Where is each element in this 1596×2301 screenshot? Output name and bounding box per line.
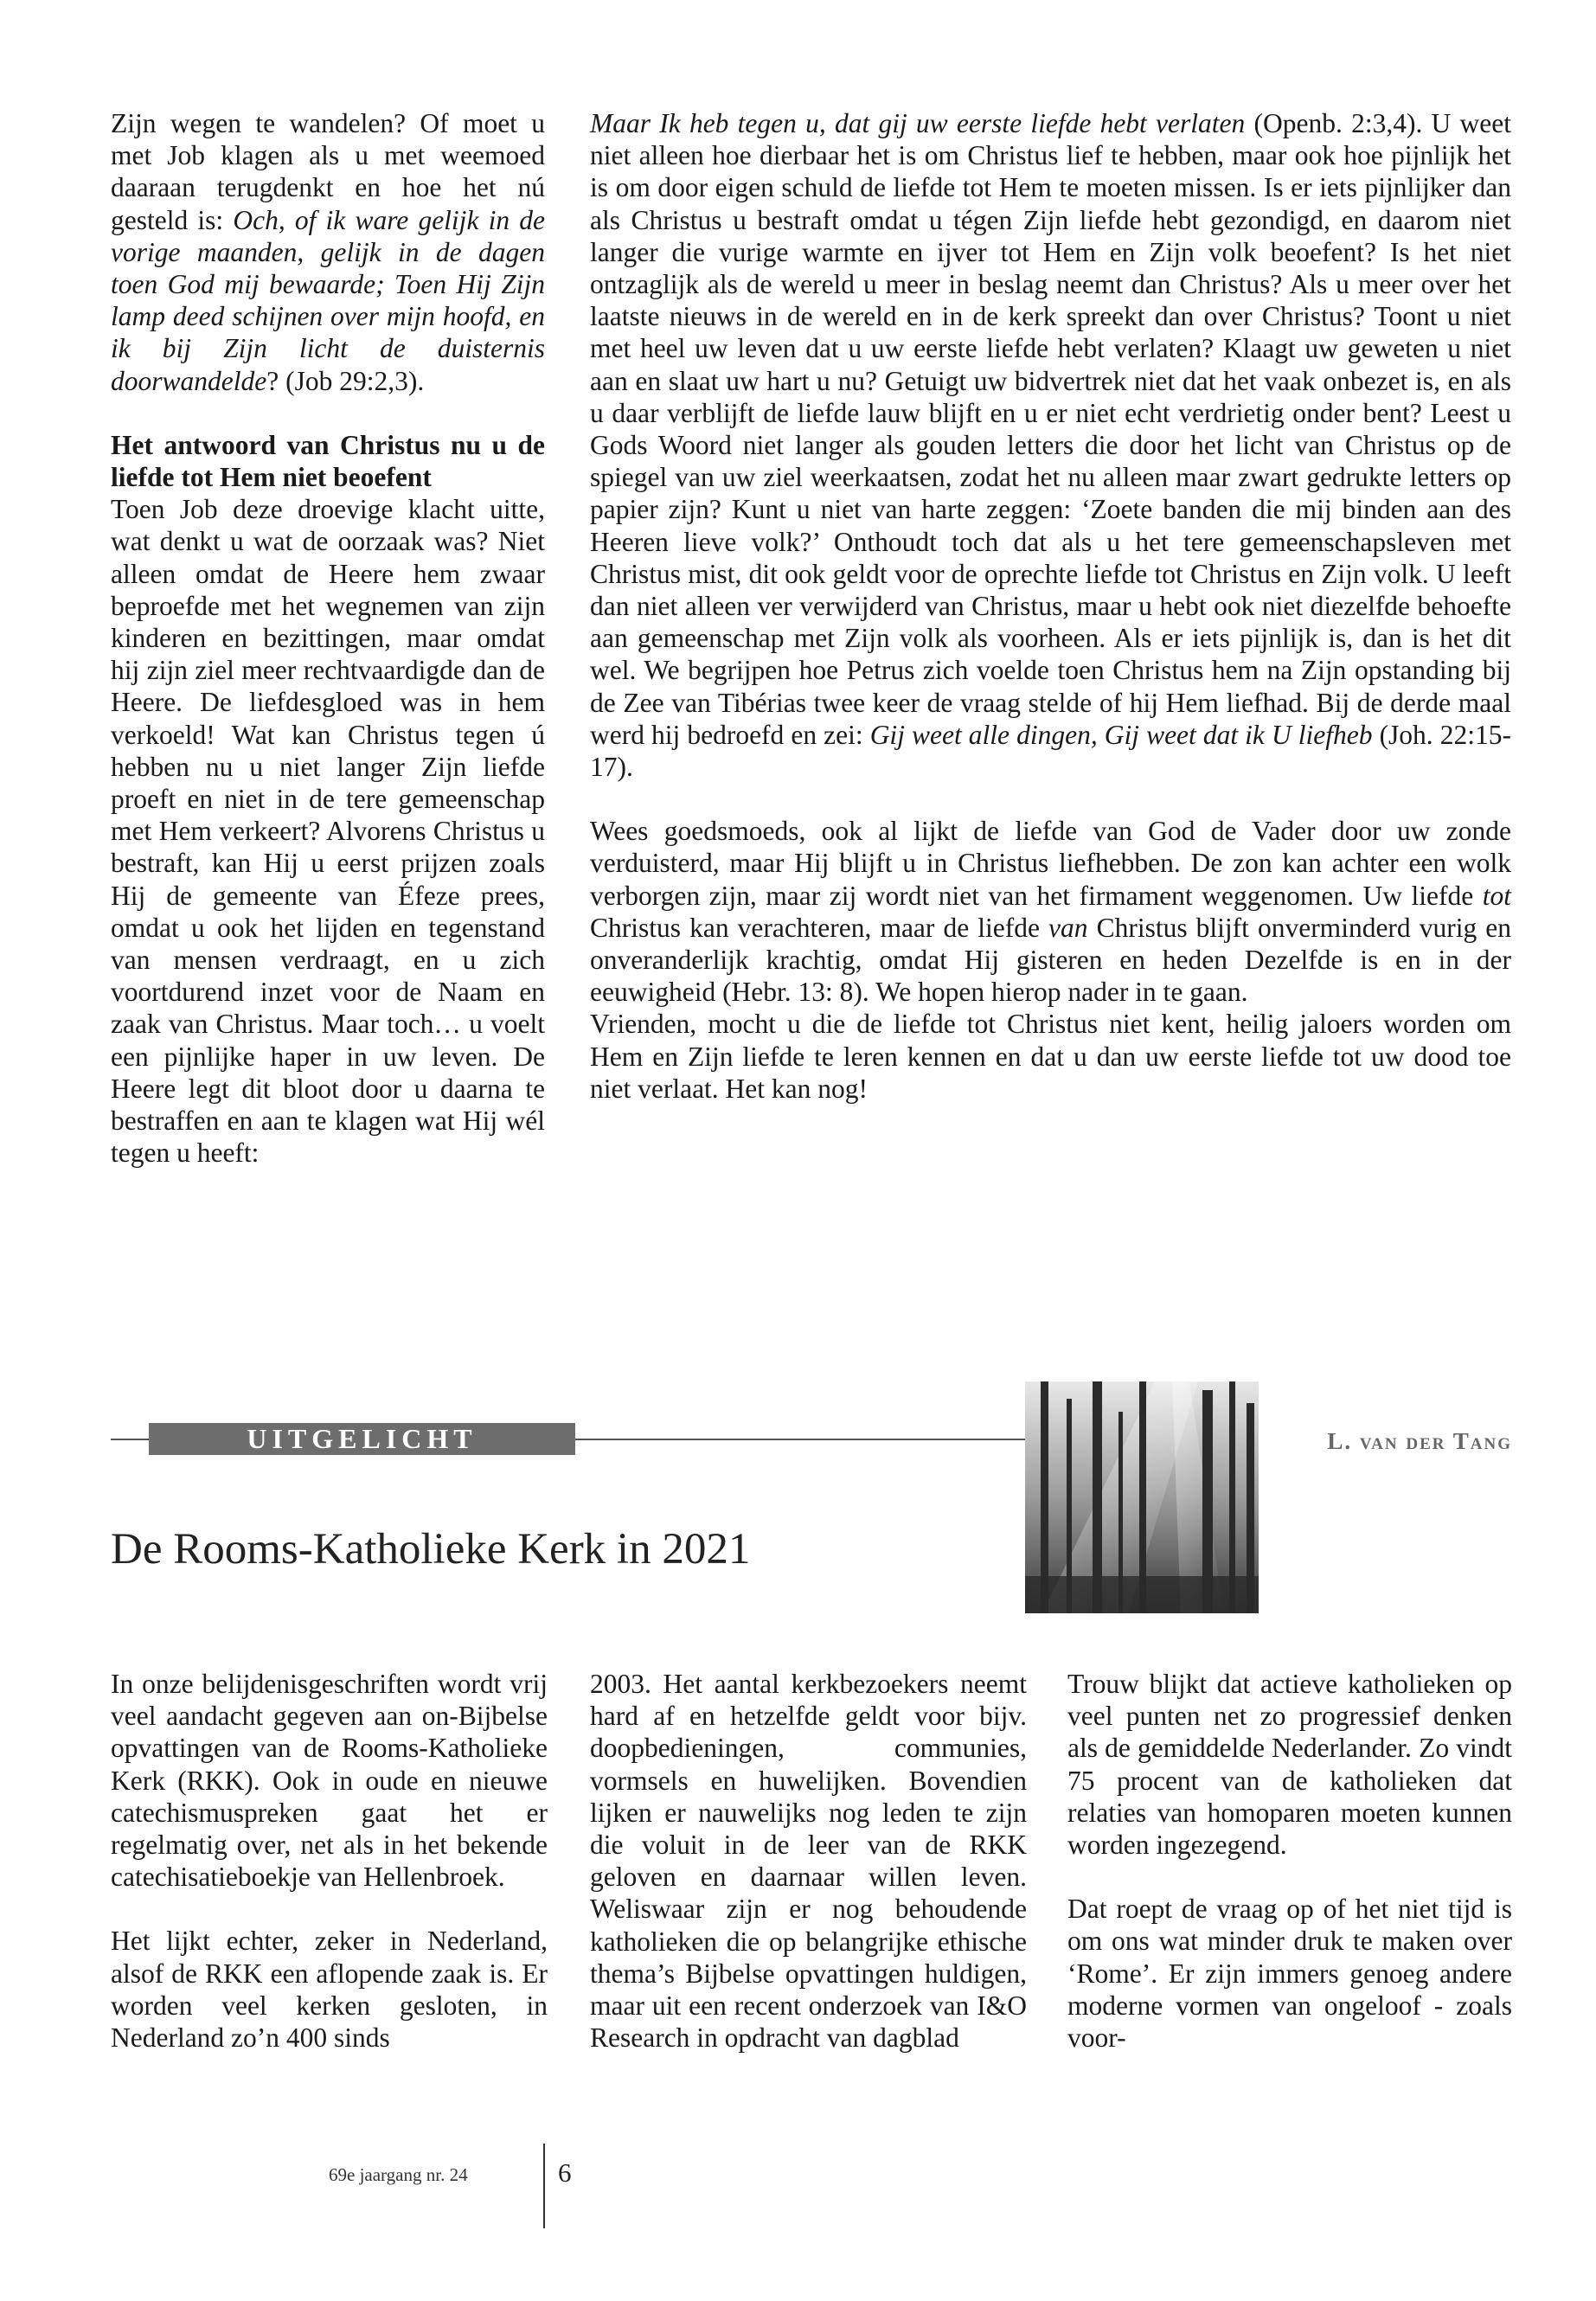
article-col1-paragraph-2: Het lijkt echter, zeker in Nederland, alsof de RKK een aflopende zaak is. Er worden veel kerken gesloten, in Nederland zo’n 400 sinds bbox=[111, 1926, 548, 2054]
issue-info: 69e jaargang nr. 24 bbox=[329, 2164, 468, 2185]
right-paragraph-3: Vrienden, mocht u die de liefde tot Christus niet kent, heilig jaloers worden om Hem en Zijn liefde te leren kennen en dat u dan uw eerste liefde tot uw dood toe niet verlaat. Het kan nog! bbox=[590, 1009, 1511, 1104]
article-col3-paragraph-2: Dat roept de vraag op of het niet tijd is om ons wat minder druk te maken over ‘Rome’. Er zijn immers genoeg andere moderne vormen van ongeloof - zoals voor- bbox=[1067, 1894, 1512, 2054]
left-column bbox=[111, 107, 545, 1170]
article-col3-paragraph-1: Trouw blijkt dat actieve katholieken op veel punten net zo progressief denken als de gemiddelde Nederlander. Zo vindt 75 procent van de katholieken dat relaties van homoparen moeten kunnen worden ingezegend. bbox=[1067, 1669, 1512, 1861]
section-heading: Het antwoord van Christus nu u de liefde tot Hem niet beoefent bbox=[111, 429, 545, 493]
left-paragraph-1: Zijn wegen te wandelen? Of moet u met Job klagen als u met weemoed daaraan terugdenkt en hoe het nú gesteld is: Och, of ik ware gelijk in de vorige maanden, gelijk in de dagen toen God mij bewaarde; Toen Hij Zijn lamp deed schijnen over mijn hoofd, en ik bij Zijn licht de duisternis doorwandelde? (Job 29:2,3). bbox=[111, 108, 545, 396]
footer-divider bbox=[543, 2144, 545, 2228]
right-paragraph-1: Maar Ik heb tegen u, dat gij uw eerste liefde hebt verlaten (Openb. 2:3,4). U weet niet alleen hoe dierbaar het is om Christus lief te hebben, maar ook hoe pijnlijk het is om door eigen schuld de liefde tot Hem te moeten missen. Is er iets pijnlijker dan als Christus u bestraft omdat u tégen Zijn liefde hebt gezondigd, en daarom niet langer die vurige warmte en ijver tot Hem en Zijn volk beoefent? Is het niet ontzaglijk als de wereld u meer in beslag neemt dan Christus? Als u meer over het laatste nieuws in de wereld en in de kerk spreekt dan over Christus? Toont u niet met heel uw leven dat u uw eerste liefde hebt verlaten? Klaagt uw geweten u niet aan en slaat uw hart u nu? Getuigt uw bidvertrek niet dat het vaak onbezet is, en als u daar verblijft de liefde lauw blijft en u er niet echt verdrietig onder bent? Leest u Gods Woord niet langer als gouden letters die door het licht van Christus op de spiegel van uw ziel weerkaatsen, zodat het nu alleen maar zwart gedrukte letters op papier zijn? Kunt u niet van harte zeggen: ‘Zoete banden die mij binden aan des Heeren lieve volk?’ Onthoudt toch dat als u het tere gemeenschapsleven met Christus mist, dit ook geldt voor de oprechte liefde tot Christus en Zijn volk. U leeft dan niet alleen ver verwijderd van Christus, maar u hebt ook niet diezelfde behoefte aan gemeenschap met Zijn volk als voorheen. Als er iets pijnlijk is, dan is het dit wel. We begrijpen hoe Petrus zich voelde toen Christus hem na Zijn opstanding bij de Zee van Tibérias twee keer de vraag stelde of hij Hem liefhad. Bij de derde maal werd hij bedroefd en zei: Gij weet alle dingen, Gij weet dat ik U liefheb (Joh. 22:15-17). bbox=[590, 108, 1511, 783]
right-column bbox=[590, 107, 1511, 1105]
author-block bbox=[1259, 1423, 1512, 1455]
page-number: 6 bbox=[558, 2157, 572, 2188]
article-col2-paragraph-1: 2003. Het aantal kerkbezoekers neemt hard af en hetzelfde geldt voor bijv. doopbedieningen, communies, vormsels en huwelijken. Bovendien lijken er nauwelijks nog leden te zijn die voluit in de leer van de RKK geloven en daarnaar willen leven. Weliswaar zijn er nog behoudende katholieken die op belangrijke ethische thema’s Bijbelse opvattingen huldigen, maar uit een recent onderzoek van I&O Research in opdracht van dagblad bbox=[590, 1669, 1027, 2054]
right-paragraph-2: Wees goedsmoeds, ook al lijkt de liefde van God de Vader door uw zonde verduisterd, maar Hij blijft u in Christus liefhebben. De zon kan achter een wolk verborgen zijn, maar zij wordt niet van het firmament weggenomen. Uw liefde tot Christus kan verachteren, maar de liefde van Christus blijft onverminderd vurig en onveranderlijk krachtig, omdat Hij gisteren en heden Dezelfde is en in der eeuwigheid (Hebr. 13: 8). We hopen hierop nader in te gaan. bbox=[590, 816, 1512, 1008]
article-col1-paragraph-1: In onze belijdenisgeschriften wordt vrij veel aandacht gegeven aan on-Bijbelse opvattingen van de Rooms-Katholieke Kerk (RKK). Ook in oude en nieuwe catechismuspreken gaat het er regelmatig over, net als in het bekende catechisatieboekje van Hellenbroek. bbox=[111, 1669, 548, 1893]
article-column-2 bbox=[590, 1668, 1027, 2054]
article-column-3 bbox=[1067, 1668, 1512, 2054]
forest-photo bbox=[1025, 1381, 1259, 1613]
article-title: De Rooms-Katholieke Kerk in 2021 bbox=[111, 1525, 751, 1574]
section-label-banner: UITGELICHT bbox=[149, 1423, 575, 1455]
left-paragraph-2: Toen Job deze droevige klacht uitte, wat denkt u wat de oorzaak was? Niet alleen omdat de Heere hem zwaar beproefde met het wegnemen van zijn kinderen en bezittingen, maar omdat hij zijn ziel meer rechtvaardigde dan de Heere. De liefdesgloed was in hem verkoeld! Wat kan Christus tegen ú hebben nu u niet langer Zijn liefde proeft en niet in de tere gemeenschap met Hem verkeert? Alvorens Christus u bestraft, kan Hij u eerst prijzen zoals Hij de gemeente van Éfeze prees, omdat u ook het lijden en tegenstand van mensen verdraagt, en u zich voortdurend inzet voor de Naam en zaak van Christus. Maar toch… u voelt een pijnlijke haper in uw leven. De Heere legt dit bloot door u daarna te bestraffen en aan te klagen wat Hij wél tegen u heeft: bbox=[111, 494, 545, 1169]
article-column-1 bbox=[111, 1668, 548, 2054]
author-name: L. van der Tang bbox=[1327, 1428, 1512, 1454]
